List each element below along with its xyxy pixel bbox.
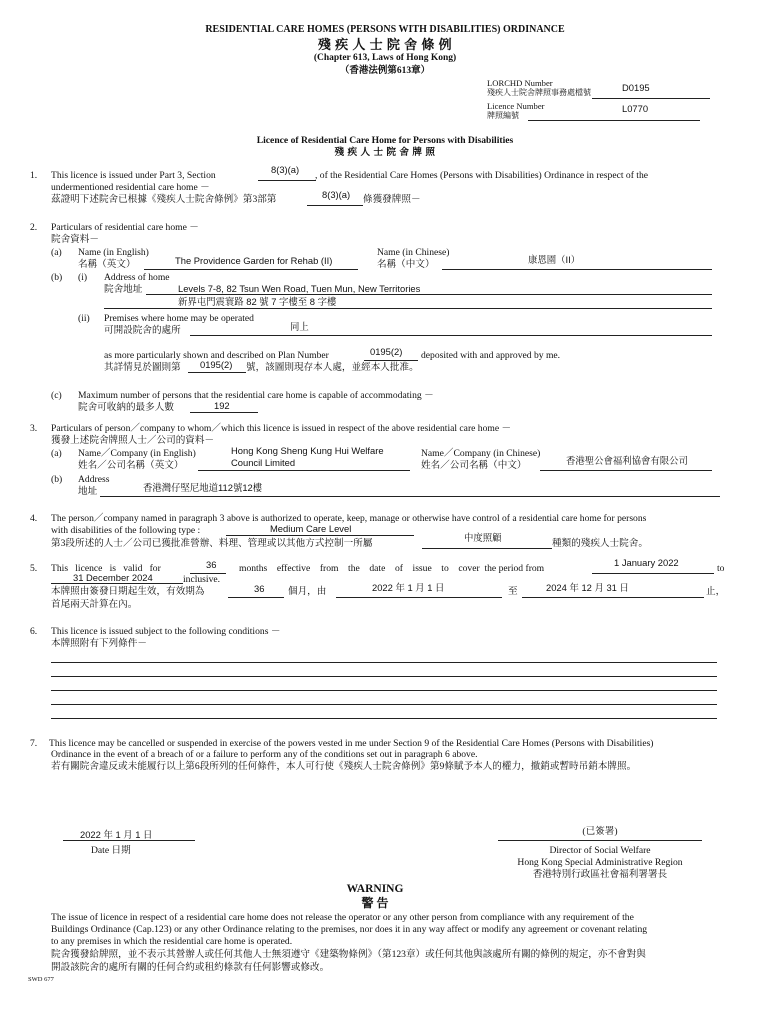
licensee-name-en-label: Name／Company (in English) [78, 448, 196, 459]
validity-from-date: 1 January 2022 [614, 557, 679, 568]
warning-en-b: Buildings Ordinance (Cap.123) or any other Ordinance relating to the premises, nor does it in any way affect or modify any agreement or covenant relating [51, 924, 648, 935]
home-name-en-label: Name (in English) [78, 247, 149, 258]
licence-title-zh: 殘 疾 人 士 院 舍 牌 照 [334, 147, 436, 158]
s5-zh-to: 至 [508, 586, 518, 597]
chapter-zh: （香港法例第613章） [339, 66, 431, 76]
warning-zh-b: 開設該院舍的處所有關的任何合約或租約條款有任何影響或修改。 [51, 962, 330, 973]
section-3-number: 3. [30, 423, 38, 434]
s3-item-a: (a) [51, 448, 62, 459]
licensee-name-zh-label: Name／Company (in Chinese) [421, 448, 541, 459]
signatory-role-1: Director of Social Welfare [549, 845, 651, 856]
home-name-en: The Providence Garden for Rehab (II) [175, 255, 333, 266]
signatory-role-zh: 香港特別行政區社會福利署署長 [532, 869, 668, 880]
plan-text-en-a: as more particularly shown and described on Plan Number [104, 350, 329, 361]
condition-line [51, 676, 717, 677]
s1-text-b: , of the Residential Care Homes (Persons with Disabilities) Ordinance in respect of the [315, 170, 649, 181]
home-name-zh: 康恩園（II） [528, 254, 581, 265]
licensee-address: 香港灣仔堅尼地道112號12樓 [143, 482, 263, 493]
section-7-number: 7. [30, 738, 38, 749]
s5-to: to [717, 563, 725, 574]
section-1-number: 1. [30, 170, 38, 181]
s5-inclusive: inclusive. [183, 574, 221, 585]
s1-text-a: This licence is issued under Part 3, Section [51, 170, 216, 181]
licensee-name-en-line1: Hong Kong Sheng Kung Hui Welfare [231, 445, 384, 456]
plan-text-zh-a: 其詳情見於圖則第 [104, 362, 181, 373]
warning-zh-a: 院舍獲發給牌照，並不表示其營辦人或任何其他人士無須遵守《建築物條例》（第123章）或任何其他與該處所有關的條例的規定，亦不會對與 [51, 949, 646, 960]
licensee-name-zh: 香港聖公會福利協會有限公司 [566, 455, 688, 466]
ordinance-title-zh: 殘 疾 人 士 院 舍 條 例 [317, 37, 453, 52]
plan-number: 0195(2) [370, 346, 403, 357]
s5-zh-end: 止， [706, 586, 726, 597]
warning-en-a: The issue of licence in respect of a residential care home does not release the operator or any other person from compliance with any requirement of the [51, 912, 634, 923]
licensee-name-zh-label-zh: 姓名／公司名稱（中文） [421, 460, 527, 471]
s3-heading-zh: 獲發上述院舍牌照人士／公司的資料－ [51, 435, 215, 446]
s4-zh-b: 種類的殘疾人士院舍。 [552, 538, 648, 549]
s1-zh-a: 茲證明下述院舍已根據《殘疾人士院舍條例》第3部第 [51, 194, 277, 205]
s1-section: 8(3)(a) [271, 164, 300, 175]
lorchd-label-en: LORCHD Number [487, 78, 553, 88]
s3-heading-en: Particulars of person／company to whom／which this licence is issued in respect of the above residential care home － [51, 423, 512, 434]
s2-heading-zh: 院舍資料－ [51, 234, 99, 245]
issue-date: 2022 年 1 月 1 日 [80, 829, 153, 840]
s4-zh-a: 第3段所述的人士／公司已獲批准營辦、料理、管理或以其他方式控制一所屬 [51, 538, 373, 549]
home-address-label: Address of home [104, 272, 170, 283]
home-address-label-zh: 院舍地址 [104, 284, 143, 295]
s2-item-a: (a) [51, 247, 62, 258]
s3-item-b: (b) [51, 474, 63, 485]
s4-text-b: with disabilities of the following type : [51, 525, 201, 536]
s7-zh: 若有關院舍違反或未能履行以上第6段所列的任何條件，本人可行使《殘疾人士院舍條例》第9條賦予本人的權力，撤銷或暫時吊銷本牌照。 [51, 761, 637, 772]
s1-zh-b: 條獲發牌照－ [363, 194, 421, 205]
s5-zh-c: 首尾兩天計算在內。 [51, 599, 138, 610]
validity-months-zh: 36 [254, 583, 265, 594]
s7-text-b: Ordinance in the event of a breach of or a failure to perform any of the conditions set out in paragraph 6 above. [51, 749, 478, 760]
licence-number: L0770 [622, 103, 649, 114]
lorchd-number: D0195 [622, 82, 650, 93]
home-name-en-label-zh: 名稱（英文） [78, 259, 136, 270]
s2-item-b: (b) [51, 272, 63, 283]
licensee-name-en-line2: Council Limited [231, 457, 296, 468]
max-capacity-label: Maximum number of persons that the residential care home is capable of accommodating － [78, 390, 434, 401]
s6-heading-zh: 本牌照附有下列條件－ [51, 638, 147, 649]
premises-label: Premises where home may be operated [104, 313, 254, 324]
s5-text-b: months effective from the date of issue to cover the period from [239, 563, 545, 574]
date-label: Date 日期 [91, 845, 131, 856]
home-name-zh-label: Name (in Chinese) [377, 247, 450, 258]
condition-line [51, 690, 717, 691]
s1-zh-section: 8(3)(a) [322, 189, 351, 200]
warning-title-en: WARNING [346, 883, 404, 895]
warning-title-zh: 警 告 [361, 896, 389, 910]
section-6-number: 6. [30, 626, 38, 637]
s4-text-a: The person／company named in paragraph 3 above is authorized to operate, keep, manage or otherwise have control of a residential care home for persons [51, 513, 647, 524]
s6-heading-en: This licence is issued subject to the following conditions － [51, 626, 281, 637]
home-address-zh: 新界屯門震寰路 82 號 7 字樓至 8 字樓 [178, 296, 337, 307]
validity-to-zh: 2024 年 12 月 31 日 [546, 582, 629, 593]
premises-value: 同上 [290, 321, 309, 332]
s5-zh-b: 個月，由 [288, 586, 327, 597]
s2-item-c: (c) [51, 390, 62, 401]
s2-item-b-i: (i) [78, 272, 88, 283]
section-4-number: 4. [30, 513, 38, 524]
validity-months: 36 [206, 559, 217, 570]
home-address-en: Levels 7-8, 82 Tsun Wen Road, Tuen Mun, New Territories [178, 283, 421, 294]
home-type-en: Medium Care Level [270, 523, 352, 534]
validity-from-zh: 2022 年 1 月 1 日 [372, 582, 445, 593]
section-5-number: 5. [30, 563, 38, 574]
condition-line [51, 704, 717, 705]
s5-text-a: This licence is valid for [51, 563, 161, 574]
home-type-zh: 中度照顧 [464, 532, 502, 543]
chapter-en: (Chapter 613, Laws of Hong Kong) [313, 53, 457, 63]
licensee-address-label: Address [78, 474, 110, 485]
validity-to-date: 31 December 2024 [73, 572, 153, 583]
max-capacity-value: 192 [214, 400, 230, 411]
plan-number-zh: 0195(2) [200, 359, 233, 370]
s2-item-b-ii: (ii) [78, 313, 90, 324]
warning-en-c: to any premises in which the residential care home is operated. [51, 936, 293, 947]
licence-title-en: Licence of Residential Care Home for Persons with Disabilities [256, 135, 514, 146]
condition-line [51, 662, 717, 663]
condition-line [51, 718, 717, 719]
s2-heading-en: Particulars of residential care home － [51, 222, 199, 233]
plan-text-zh-b: 號，該圖則現存本人處，並經本人批准。 [246, 362, 419, 373]
licensee-name-en-label-zh: 姓名／公司名稱（英文） [78, 460, 184, 471]
s1-text-c: undermentioned residential care home － [51, 182, 210, 193]
licence-label-en: Licence Number [487, 101, 545, 111]
ordinance-title-en: RESIDENTIAL CARE HOMES (PERSONS WITH DISABILITIES) ORDINANCE [205, 24, 565, 35]
signatory-role-2: Hong Kong Special Administrative Region [517, 857, 683, 868]
s5-zh-a: 本牌照由簽發日期起生效，有效期為 [51, 586, 205, 597]
licensee-address-label-zh: 地址 [78, 486, 98, 497]
section-2-number: 2. [30, 222, 38, 233]
lorchd-label-zh: 殘疾人士院舍牌照事務處檔號 [487, 88, 591, 97]
licence-label-zh: 牌照編號 [487, 111, 519, 120]
plan-text-en-b: deposited with and approved by me. [421, 350, 561, 361]
s7-text-a: This licence may be cancelled or suspended in exercise of the powers vested in me under Section 9 of the Residential Care Homes (Persons with Disabilities) [49, 738, 654, 749]
form-code: SWD 677 [28, 976, 54, 983]
signature-signed: (已簽署) [582, 826, 618, 837]
max-capacity-label-zh: 院舍可收納的最多人數 [78, 402, 174, 413]
home-name-zh-label-zh: 名稱（中文） [377, 259, 435, 270]
premises-label-zh: 可開設院舍的處所 [104, 325, 181, 336]
